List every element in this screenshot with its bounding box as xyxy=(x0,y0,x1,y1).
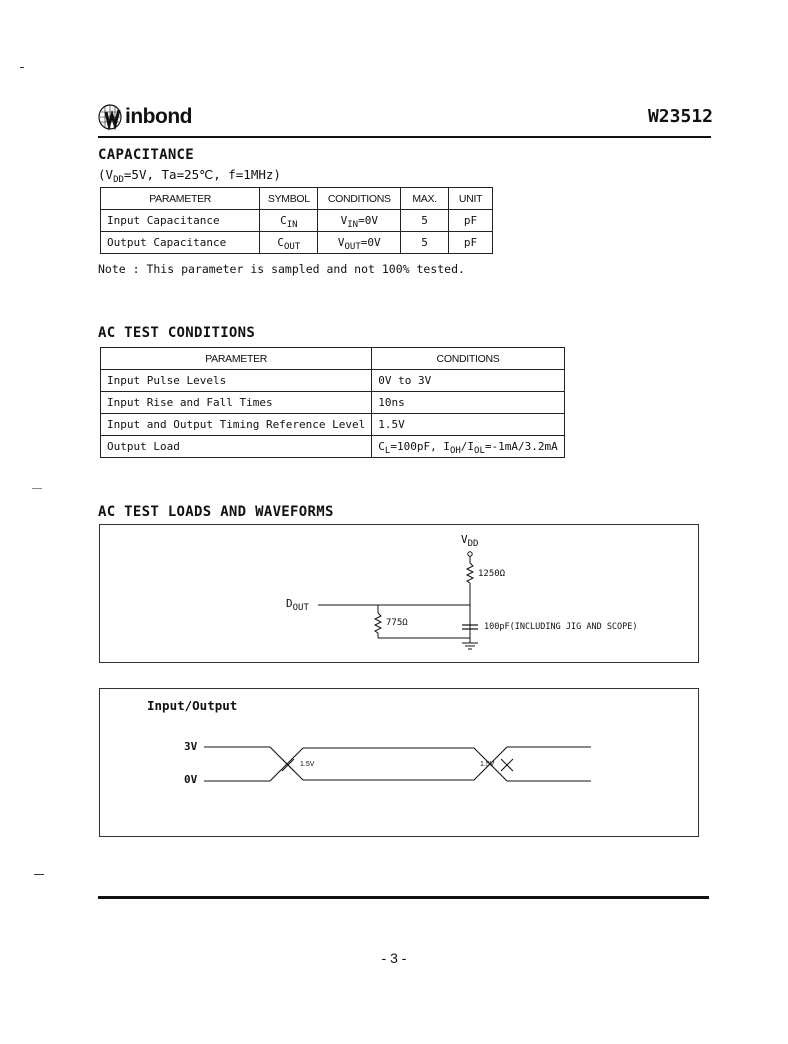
ground-icon xyxy=(462,643,478,649)
table-header: MAX. xyxy=(401,188,449,210)
header-rule xyxy=(98,136,711,138)
table-row xyxy=(101,436,565,458)
table-header: SYMBOL xyxy=(260,188,318,210)
high-level-label: 3V xyxy=(184,740,198,753)
table-cell: $V_{IN}=0V$ xyxy=(318,210,401,232)
table-header-row xyxy=(101,188,493,210)
globe-logo-icon xyxy=(98,103,124,131)
vdd-terminal xyxy=(468,552,472,556)
table-cell: pF xyxy=(449,232,493,254)
waveform-title: Input/Output xyxy=(147,698,238,713)
capacitor-label: 100pF(INCLUDING JIG AND SCOPE) xyxy=(484,622,638,632)
circuit-schematic xyxy=(100,525,698,662)
table-cell: Input Pulse Levels xyxy=(101,370,372,392)
table-cell: Output Capacitance xyxy=(101,232,260,254)
margin-mark xyxy=(20,67,24,68)
table-cell: $C_{IN}$ xyxy=(260,210,318,232)
part-number: W23512 xyxy=(647,106,713,127)
table-cell: Input Capacitance xyxy=(101,210,260,232)
capacitance-conditions: ($V_{DD}=5V$, Ta=25℃, f=1MHz) xyxy=(98,167,281,185)
table-row xyxy=(101,232,493,254)
table-cell: Input and Output Timing Reference Level xyxy=(101,414,372,436)
table-row xyxy=(101,210,493,232)
capacitance-note: Note : This parameter is sampled and not 100% tested. xyxy=(98,262,465,276)
capacitance-table xyxy=(100,187,493,254)
table-header: PARAMETER xyxy=(101,188,260,210)
table-header: PARAMETER xyxy=(101,348,372,370)
table-row xyxy=(101,392,565,414)
reference-marker xyxy=(282,759,513,771)
table-row xyxy=(101,370,565,392)
table-cell: 10ns xyxy=(372,392,564,414)
table-cell: 5 xyxy=(401,210,449,232)
waveform-diagram xyxy=(100,689,698,836)
waveform-trace xyxy=(204,747,591,781)
r1-label: 1250Ω xyxy=(478,569,506,579)
table-header-row xyxy=(101,348,565,370)
ac-test-conditions-table xyxy=(100,347,565,458)
table-header: CONDITIONS xyxy=(372,348,564,370)
table-cell: pF xyxy=(449,210,493,232)
ref-level-right: 1.5V xyxy=(480,761,495,768)
table-cell: 0V to 3V xyxy=(372,370,564,392)
table-header: CONDITIONS xyxy=(318,188,401,210)
io-waveform xyxy=(99,688,699,837)
winbond-logo xyxy=(98,102,192,132)
table-header: UNIT xyxy=(449,188,493,210)
margin-mark xyxy=(34,874,44,875)
table-cell: $C_L=100pF$, $I_{OH}/I_{OL}=-1mA/3.2mA$ xyxy=(372,436,564,458)
margin-mark xyxy=(32,488,42,489)
ac-test-conditions-title: AC TEST CONDITIONS xyxy=(98,325,256,341)
table-cell: Output Load xyxy=(101,436,372,458)
resistor-r2 xyxy=(375,613,381,633)
r2-label: 775Ω xyxy=(386,618,408,628)
table-cell: $C_{OUT}$ xyxy=(260,232,318,254)
test-load-circuit xyxy=(99,524,699,663)
low-level-label: 0V xyxy=(184,773,198,786)
table-cell: 5 xyxy=(401,232,449,254)
dout-label: $D_{OUT}$ xyxy=(286,597,309,613)
page-number: - 3 - xyxy=(381,950,407,966)
table-cell: Input Rise and Fall Times xyxy=(101,392,372,414)
ref-level-left: 1.5V xyxy=(300,761,315,768)
table-row xyxy=(101,414,565,436)
logo-text: inbond xyxy=(125,105,192,128)
vdd-label: $V_{DD}$ xyxy=(461,533,479,549)
capacitance-title: CAPACITANCE xyxy=(98,147,195,163)
loads-waveforms-title: AC TEST LOADS AND WAVEFORMS xyxy=(98,504,334,520)
table-cell: 1.5V xyxy=(372,414,564,436)
resistor-r1 xyxy=(467,563,473,583)
footer-rule xyxy=(98,896,709,899)
table-cell: $V_{OUT}=0V$ xyxy=(318,232,401,254)
